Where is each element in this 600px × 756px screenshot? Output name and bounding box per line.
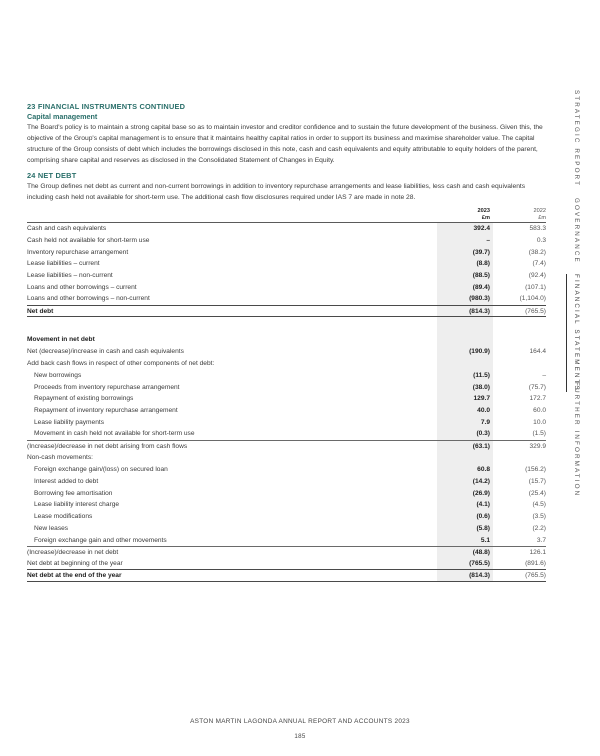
table-row: Lease liability interest charge (4.1) (4.5) <box>34 501 546 509</box>
table-row: Inventory repurchase arrangement (39.7) (38.2) <box>27 248 546 256</box>
page-content <box>27 102 546 582</box>
nav-strategic-report[interactable]: STRATEGIC REPORT <box>573 90 580 188</box>
section-side-nav <box>566 90 580 500</box>
table-row: Foreign exchange gain/(loss) on secured loan 60.8 (156.2) <box>34 466 546 474</box>
table-row: Interest added to debt (14.2) (15.7) <box>34 477 546 485</box>
table-row: Cash held not available for short-term use – 0.3 <box>27 236 546 244</box>
year-2022: 2022 <box>533 208 546 215</box>
nav-governance[interactable]: GOVERNANCE <box>573 198 580 264</box>
nav-financial-statements[interactable]: FINANCIAL STATEMENTS <box>566 274 580 392</box>
table-header-row <box>27 207 546 223</box>
cash-flows-subtotal-row: (Increase)/decrease in net debt arising from cash flows (63.1) 329.9 <box>27 440 546 452</box>
table-row: Lease liabilities – non-current (88.5) (92.4) <box>27 272 546 280</box>
table-row: Net debt at beginning of the year (765.5) (891.6) <box>27 560 546 568</box>
header-2022 <box>493 207 546 223</box>
movement-heading-row: Movement in net debt <box>27 336 95 344</box>
table-row: New borrowings (11.5) – <box>34 371 546 379</box>
section-24-title: 24 NET DEBT <box>27 171 77 181</box>
unit-2022: £m <box>538 214 546 221</box>
table-row: New leases (5.8) (2.2) <box>34 525 546 533</box>
table-row: Cash and cash equivalents 392.4 583.3 <box>27 225 546 233</box>
spacer-row <box>27 317 546 334</box>
net-debt-total-row: Net debt (814.3) (765.5) <box>27 305 546 317</box>
net-debt-table <box>27 207 546 583</box>
table-row: Movement in cash held not available for short-term use (0.3) (1.5) <box>34 430 546 438</box>
report-footer-title: ASTON MARTIN LAGONDA ANNUAL REPORT AND ACCOUNTS 2023 <box>190 718 410 725</box>
capital-management-paragraph: The Board's policy is to maintain a strong capital base so as to maintain investor and creditor confidence and to sustain the future development of the business. Given this, the objective of the Group's capital management is to ensure that it maintains healthy capital ratios in order to support its business and maximise shareholder value. The capital structure of the Group consists of debt which includes the borrowings disclosed in this note, cash and cash equivalents and equity attributable to equity holders of the parent, comprising share capital and reserves as disclosed in the Consolidated Statement of Changes in Equity. <box>27 124 543 165</box>
table-row: Loans and other borrowings – non-current (980.3) (1,104.0) <box>27 295 546 303</box>
section-23-title: 23 FINANCIAL INSTRUMENTS CONTINUED <box>27 102 186 111</box>
net-debt-table-wrap <box>27 207 546 583</box>
table-row: Add back cash flows in respect of other components of net debt: <box>27 359 215 367</box>
table-row: Repayment of inventory repurchase arrangement 40.0 60.0 <box>34 407 546 415</box>
table-row: Proceeds from inventory repurchase arrangement (38.0) (75.7) <box>34 383 546 391</box>
net-debt-paragraph: The Group defines net debt as current and non-current borrowings in addition to inventory repurchase arrangements and lease liabilities, less cash and cash equivalents including cash held not available for short-term use. The additional cash flow disclosures required under IAS 7 are made in note 28. <box>27 183 526 202</box>
table-row: Loans and other borrowings – current (89.4) (107.1) <box>27 283 546 291</box>
header-2023 <box>437 207 493 223</box>
table-row: Foreign exchange gain and other movements 5.1 3.7 <box>34 536 546 544</box>
nav-further-information[interactable]: FURTHER INFORMATION <box>573 382 580 498</box>
header-label-cell <box>27 207 437 223</box>
page-number: 185 <box>294 733 306 740</box>
table-row: Repayment of existing borrowings 129.7 172.7 <box>34 395 546 403</box>
unit-2023: £m <box>481 214 490 221</box>
table-row: Lease liabilities – current (8.8) (7.4) <box>27 260 546 268</box>
table-row: Non-cash movements: <box>27 454 93 462</box>
table-row: Lease liability payments 7.9 10.0 <box>34 418 546 426</box>
year-2023: 2023 <box>477 208 490 215</box>
capital-management-heading: Capital management <box>27 112 98 121</box>
table-row: Lease modifications (0.6) (3.5) <box>34 513 546 521</box>
table-row: Net (decrease)/increase in cash and cash equivalents (190.9) 164.4 <box>27 348 546 356</box>
table-row: Borrowing fee amortisation (26.9) (25.4) <box>34 489 546 497</box>
net-debt-movement-row: (Increase)/decrease in net debt (48.8) 126.1 <box>27 546 546 558</box>
net-debt-end-of-year-row: Net debt at the end of the year (814.3) (765.5) <box>27 570 546 582</box>
